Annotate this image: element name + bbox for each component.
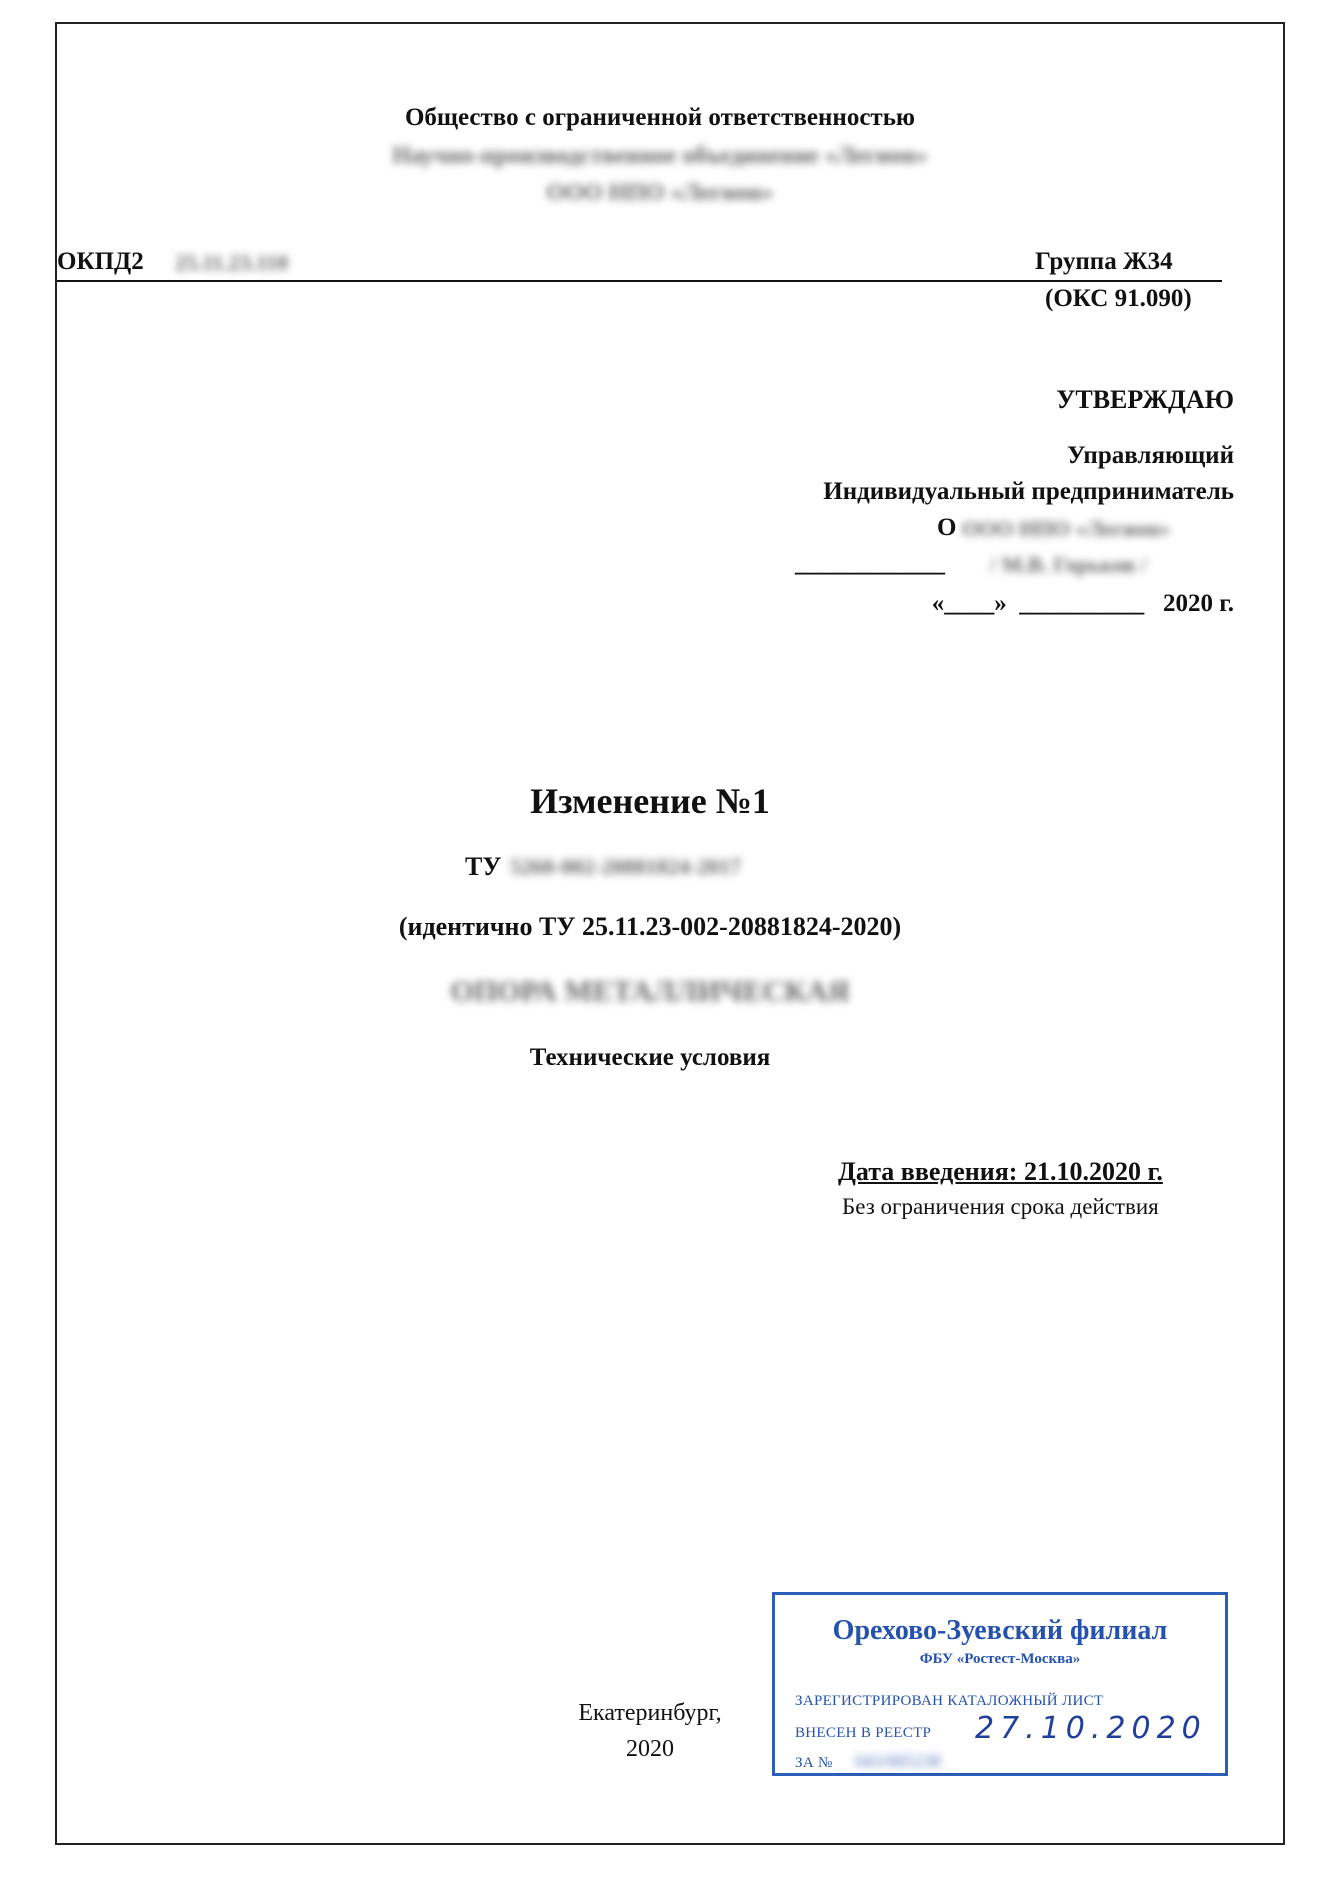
approver-org-redacted: ООО НПО «Легион» <box>962 516 1171 541</box>
stamp-registered-line: ЗАРЕГИСТРИРОВАН КАТАЛОЖНЫЙ ЛИСТ <box>795 1693 1104 1709</box>
city: Екатеринбург, <box>578 1700 722 1726</box>
org-name-redacted: Научно-производственное объединение «Легион» <box>392 143 928 169</box>
stamp-number-underline <box>837 1773 1209 1774</box>
okpd-label: ОКПД2 <box>57 248 144 275</box>
spec-title: Технические условия <box>529 1044 771 1071</box>
registration-stamp <box>772 1592 1228 1776</box>
tu-label: ТУ <box>465 852 502 881</box>
stamp-subtitle: ФБУ «Ростест-Москва» <box>919 1651 1081 1667</box>
stamp-number-label: ЗА № <box>795 1755 833 1771</box>
org-form: Общество с ограниченной ответственностью <box>404 104 916 131</box>
signer-name-redacted: / М.В. Горьков / <box>990 552 1147 577</box>
oks-code: (ОКС 91.090) <box>1045 285 1192 312</box>
stamp-title: Орехово-Зуевский филиал <box>832 1615 1168 1646</box>
approval-date-line: «____» __________ 2020 г. <box>931 590 1234 617</box>
stamp-number-redacted: 043/005238 <box>855 1751 942 1771</box>
identical-tu: (идентично ТУ 25.11.23-002-20881824-2020) <box>398 912 902 941</box>
tu-number-redacted: 5260-002-20881824-2017 <box>510 854 741 879</box>
okpd-code-redacted: 25.11.23.110 <box>175 250 289 275</box>
approver-role-2: Индивидуальный предприниматель <box>823 478 1234 505</box>
change-title: Изменение №1 <box>530 781 770 821</box>
product-name-redacted: ОПОРА МЕТАЛЛИЧЕСКАЯ <box>450 975 850 1008</box>
approve-heading: УТВЕРЖДАЮ <box>1056 385 1234 414</box>
stamp-registry-label: ВНЕСЕН В РЕЕСТР <box>795 1725 932 1741</box>
year: 2020 <box>626 1736 674 1762</box>
group-code: Группа Ж34 <box>1035 248 1173 275</box>
intro-date: Дата введения: 21.10.2020 г. <box>838 1157 1163 1186</box>
approver-org-prefix: О <box>937 514 957 541</box>
org-short-redacted: ООО НПО «Легион» <box>546 180 774 206</box>
okpd-underline <box>57 280 1222 282</box>
stamp-handwritten-date: 27.10.2020 <box>975 1711 1207 1746</box>
validity-note: Без ограничения срока действия <box>842 1194 1159 1219</box>
approver-role-1: Управляющий <box>1067 442 1234 469</box>
signature-blank: ____________ <box>795 550 945 577</box>
